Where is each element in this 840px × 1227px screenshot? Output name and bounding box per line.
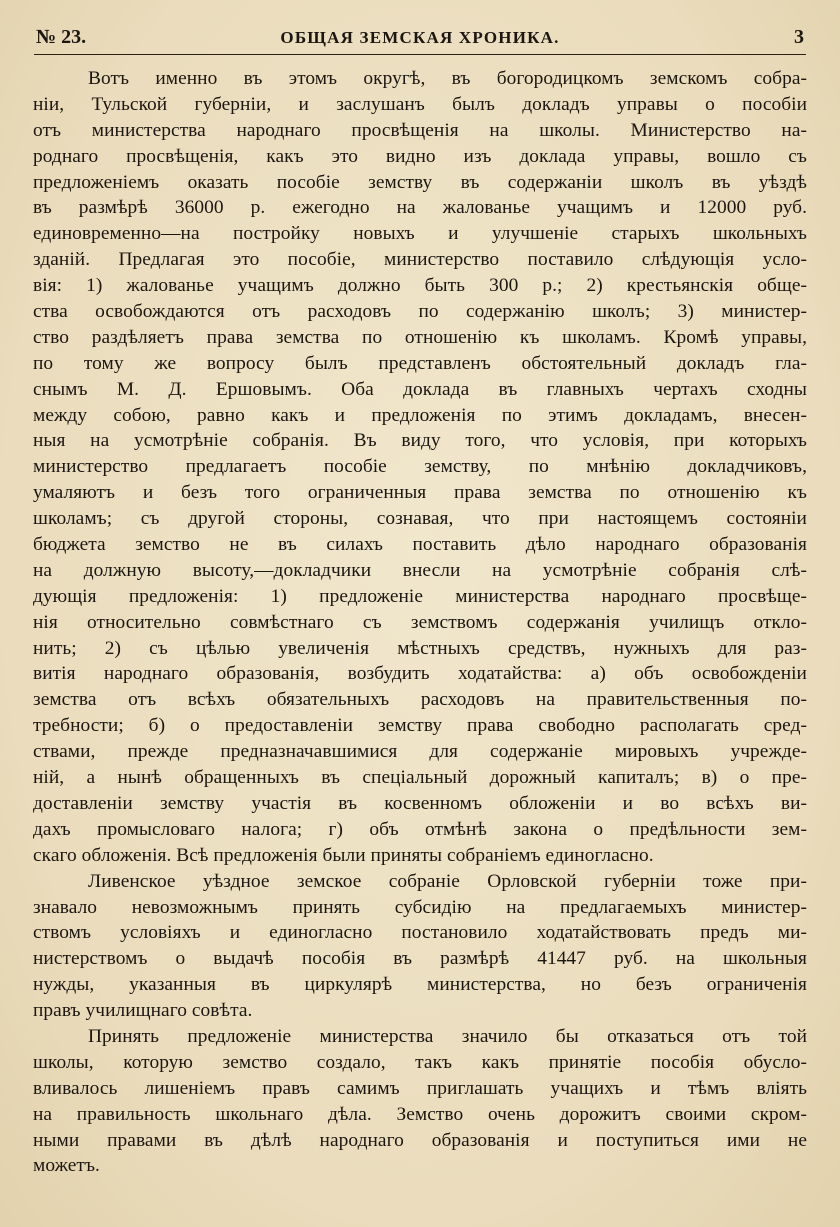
text-line: Вотъ именно въ этомъ округѣ, въ богородицкомъ земскомъ собра- xyxy=(88,68,807,89)
text-line: дующія предложенія: 1) предложеніе министерства народнаго просвѣще- xyxy=(33,585,807,607)
issue-number: № 23. xyxy=(36,26,87,48)
text-line: министерство предлагаетъ пособіе земству, по мнѣнію докладчиковъ, xyxy=(33,456,807,478)
text-line: нія относительно совмѣстнаго съ земствомъ содержанія училищъ откло- xyxy=(33,611,807,633)
text-line: отъ министерства народнаго просвѣщенія на школы. Министерство на- xyxy=(33,119,807,141)
text-line: вливалось лишеніемъ правъ самимъ приглашать учащихъ и тѣмъ вліять xyxy=(33,1077,807,1099)
text-line: зданій. Предлагая это пособіе, министерство поставило слѣдующія усло- xyxy=(33,249,807,271)
article-body xyxy=(33,66,807,1179)
text-line: Принять предложеніе министерства значило бы отказаться отъ той xyxy=(88,1025,807,1047)
text-line: доставленіи земству участія въ косвенномъ обложеніи и во всѣхъ ви- xyxy=(33,792,807,814)
text-line: единовременно—на постройку новыхъ и улучшеніе старыхъ школьныхъ xyxy=(33,223,807,245)
text-line: ства освобождаются отъ расходовъ по содержанію школъ; 3) министер- xyxy=(33,301,807,323)
text-line: можетъ. xyxy=(33,1155,100,1177)
text-line: Ливенское уѣздное земское собраніе Орловской губерніи тоже при- xyxy=(88,870,807,892)
text-line: земства отъ всѣхъ обязательныхъ расходовъ на правительственныя по- xyxy=(33,689,807,711)
running-title: ОБЩАЯ ЗЕМСКАЯ ХРОНИКА. xyxy=(280,28,560,47)
text-line: вія: 1) жалованье учащимъ должно быть 300 р.; 2) крестьянскія обще- xyxy=(33,275,807,297)
text-line: въ размѣрѣ 36000 р. ежегодно на жалованье учащимъ и 12000 руб. xyxy=(33,197,807,219)
text-line: роднаго просвѣщенія, какъ это видно изъ доклада управы, вошло съ xyxy=(33,145,807,167)
text-line: снымъ М. Д. Ершовымъ. Оба доклада въ главныхъ чертахъ сходны xyxy=(33,378,807,400)
text-line: знавало невозможнымъ принять субсидію на предлагаемыхъ министер- xyxy=(33,896,807,918)
text-line: на правильность школьнаго дѣла. Земство очень дорожитъ своими скром- xyxy=(33,1103,807,1125)
text-line: между собою, равно какъ и предложенія по этимъ докладамъ, внесен- xyxy=(33,404,807,426)
text-line: скаго обложенія. Всѣ предложенія были приняты собраніемъ единогласно. xyxy=(33,844,654,866)
text-line: требности; б) о предоставленіи земству права свободно располагать сред- xyxy=(33,715,807,737)
text-line: ныя на усмотрѣніе собранія. Въ виду того, что условія, при которыхъ xyxy=(33,430,807,452)
text-line: нужды, указанныя въ циркулярѣ министерства, но безъ ограниченія xyxy=(33,974,807,996)
text-line: ніи, Тульской губерніи, и заслушанъ былъ докладъ управы о пособіи xyxy=(33,93,807,115)
text-line: ство раздѣляетъ права земства по отношенію къ школамъ. Кромѣ управы, xyxy=(33,326,807,348)
text-line: правъ училищнаго совѣта. xyxy=(33,1000,253,1022)
text-line: школамъ; съ другой стороны, сознавая, что при настоящемъ состояніи xyxy=(33,508,807,530)
page-number: 3 xyxy=(794,26,804,48)
text-line: на должную высоту,—докладчики внесли на усмотрѣніе собранія слѣ- xyxy=(33,559,807,581)
text-line: нистерствомъ о выдачѣ пособія въ размѣрѣ 41447 руб. на школьныя xyxy=(33,948,807,970)
text-line: ствами, прежде предназначавшимися для содержаніе мировыхъ учрежде- xyxy=(33,741,807,763)
text-line: ствомъ условіяхъ и единогласно постановило ходатайствовать предъ ми- xyxy=(33,922,807,944)
text-line: дахъ промысловаго налога; г) объ отмѣнѣ закона о предѣльности зем- xyxy=(33,818,807,840)
page-header xyxy=(34,24,806,55)
text-line: школы, которую земство создало, такъ какъ принятіе пособія обусло- xyxy=(33,1051,807,1073)
text-line: бюджета земство не въ силахъ поставить дѣло народнаго образованія xyxy=(33,534,807,556)
text-line: по тому же вопросу былъ представленъ обстоятельный докладъ гла- xyxy=(33,352,807,374)
text-line: нить; 2) съ цѣлью увеличенія мѣстныхъ средствъ, нужныхъ для раз- xyxy=(33,637,807,659)
text-line: умаляютъ и безъ того ограниченныя права земства по отношенію къ xyxy=(33,482,807,504)
text-line: витія народнаго образованія, возбудить ходатайства: а) объ освобожденіи xyxy=(33,663,807,685)
text-line: предложеніемъ оказать пособіе земству въ содержаніи школъ въ уѣздѣ xyxy=(33,171,807,193)
text-line: ній, а нынѣ обращенныхъ въ спеціальный дорожный капиталъ; в) о пре- xyxy=(33,767,807,789)
text-line: ными правами въ дѣлѣ народнаго образованія и поступиться ими не xyxy=(33,1129,807,1151)
